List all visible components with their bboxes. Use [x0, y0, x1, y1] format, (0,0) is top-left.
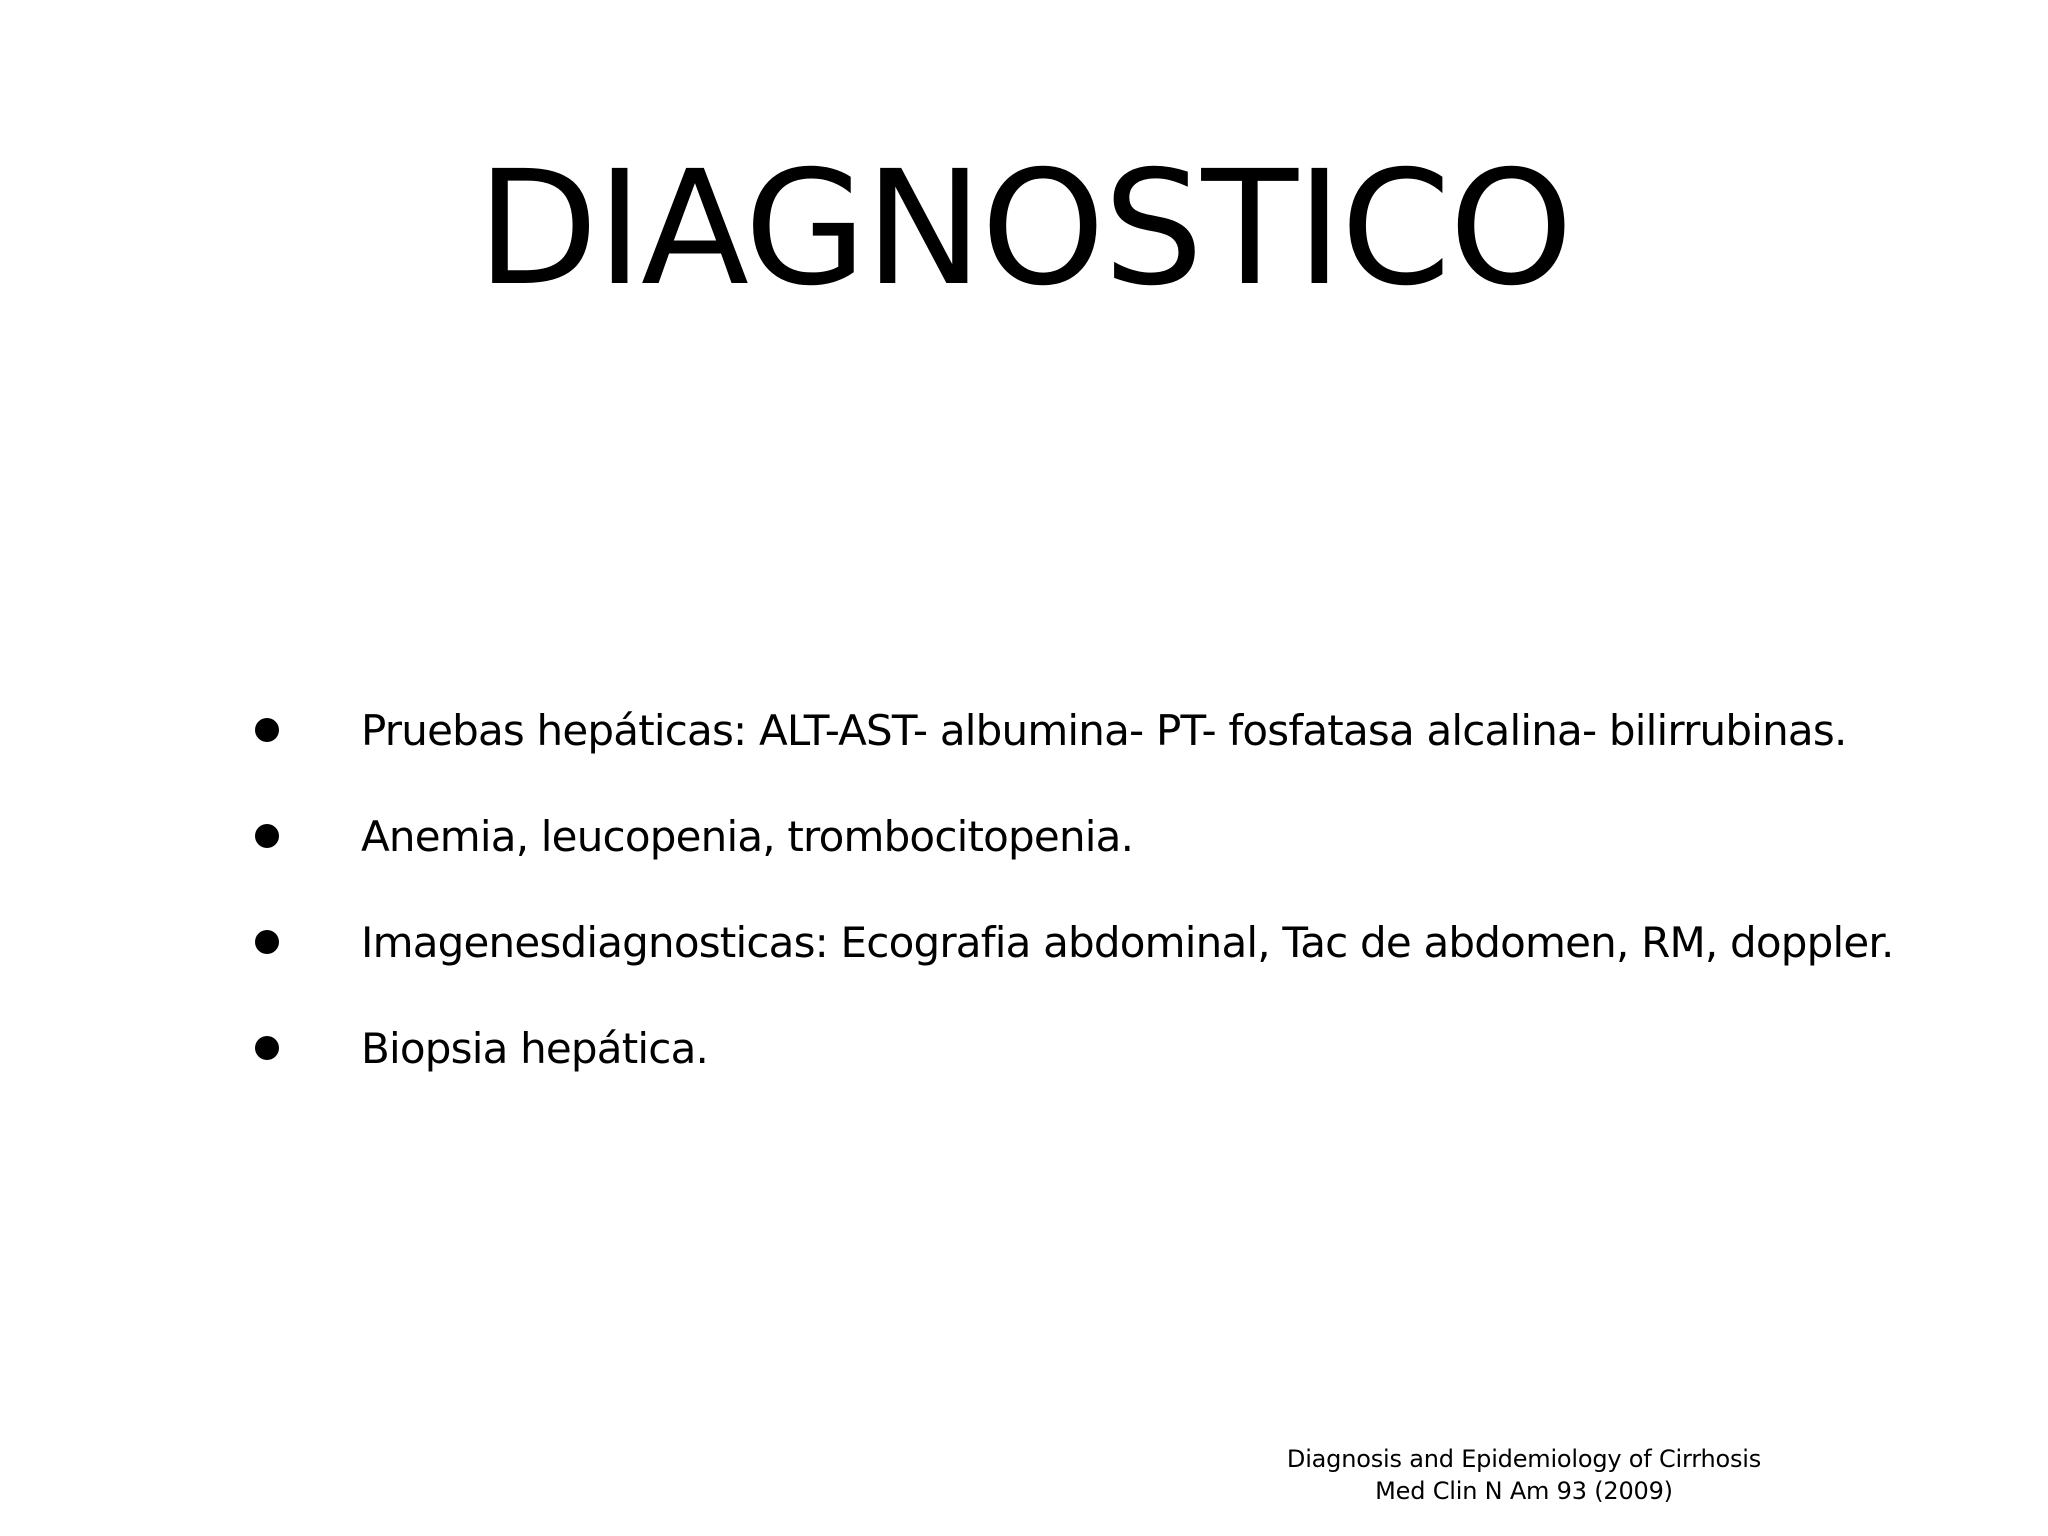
bullet-list — [255, 700, 1894, 1124]
bullet-icon — [255, 930, 279, 954]
citation — [1244, 1443, 1804, 1507]
citation-title: Diagnosis and Epidemiology of Cirrhosis — [1286, 1445, 1762, 1473]
bullet-item — [255, 912, 1894, 1018]
bullet-text: Anemia, leucopenia, trombocitopenia. — [361, 812, 1134, 861]
bullet-icon — [255, 1036, 279, 1060]
bullet-item — [255, 700, 1855, 806]
bullet-icon — [255, 824, 279, 848]
slide-title: DIAGNOSTICO — [476, 137, 1572, 321]
bullet-icon — [255, 718, 279, 742]
bullet-item — [255, 1018, 1855, 1124]
bullet-text: Biopsia hepática. — [361, 1024, 709, 1073]
bullet-text: Pruebas hepáticas: ALT-AST- albumina- PT- fosfatasa alcalina- bilirrubinas. — [361, 706, 1847, 755]
bullet-item — [255, 806, 1855, 912]
bullet-text: Imagenesdiagnosticas: Ecografia abdominal, Tac de abdomen, RM, doppler. — [361, 918, 1894, 967]
citation-source: Med Clin N Am 93 (2009) — [1375, 1477, 1673, 1505]
